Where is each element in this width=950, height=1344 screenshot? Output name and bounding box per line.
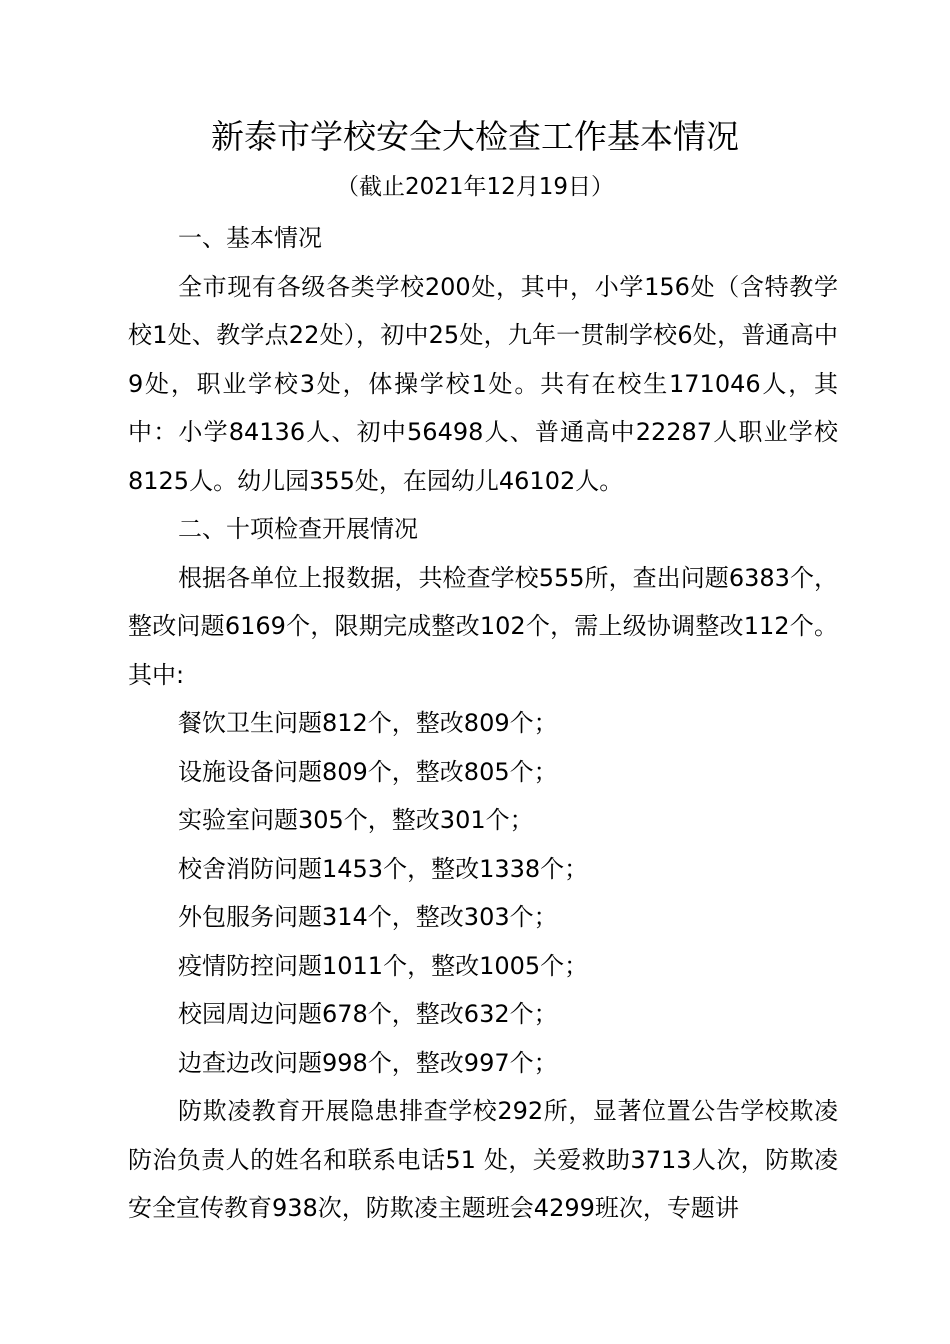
document-title: 新泰市学校安全大检查工作基本情况 <box>211 117 739 156</box>
paragraph-anti-bullying: 防欺凌教育开展隐患排查学校292所，显著位置公告学校欺凌防治负责人的姓名和联系电话51 处，关爱救助3713人次，防欺凌安全宣传教育938次，防欺凌主题班会4299班次，专题讲 <box>128 1097 838 1222</box>
list-item-inspect-rectify: 边查边改问题998个，整改997个； <box>178 1048 558 1077</box>
list-item-laboratory: 实验室问题305个，整改301个； <box>178 806 534 834</box>
list-item-outsourcing: 外包服务问题314个，整改303个； <box>178 903 558 931</box>
section-heading-basic: 一、基本情况 <box>178 224 322 252</box>
list-item-campus-surroundings: 校园周边问题678个，整改632个； <box>178 1000 558 1028</box>
paragraph-inspection-summary: 根据各单位上报数据，共检查学校555所，查出问题6383个，整改问题6169个，限期完成整改102个，需上级协调整改112个。其中: <box>128 563 838 689</box>
section-heading-inspection: 二、十项检查开展情况 <box>178 515 418 543</box>
paragraph-basic-info: 全市现有各级各类学校200处，其中，小学156处（含特教学校1处、教学点22处），初中25处，九年一贯制学校6处，普通高中9处，职业学校3处，体操学校1处。共有在校生171046人，其中：小学84136人、初中56498人、普通高中22287人职业学校8125人。幼儿园355处，在园幼儿46102人。 <box>128 272 838 495</box>
list-item-facilities: 设施设备问题809个，整改805个； <box>178 757 558 786</box>
list-item-epidemic: 疫情防控问题1011个，整改1005个； <box>178 951 589 980</box>
document-date-subtitle: （截止2021年12月19日） <box>335 174 615 200</box>
list-item-catering: 餐饮卫生问题812个，整改809个； <box>178 709 558 737</box>
document-body <box>128 214 838 1233</box>
list-item-fire-safety: 校舍消防问题1453个，整改1338个； <box>178 854 589 883</box>
